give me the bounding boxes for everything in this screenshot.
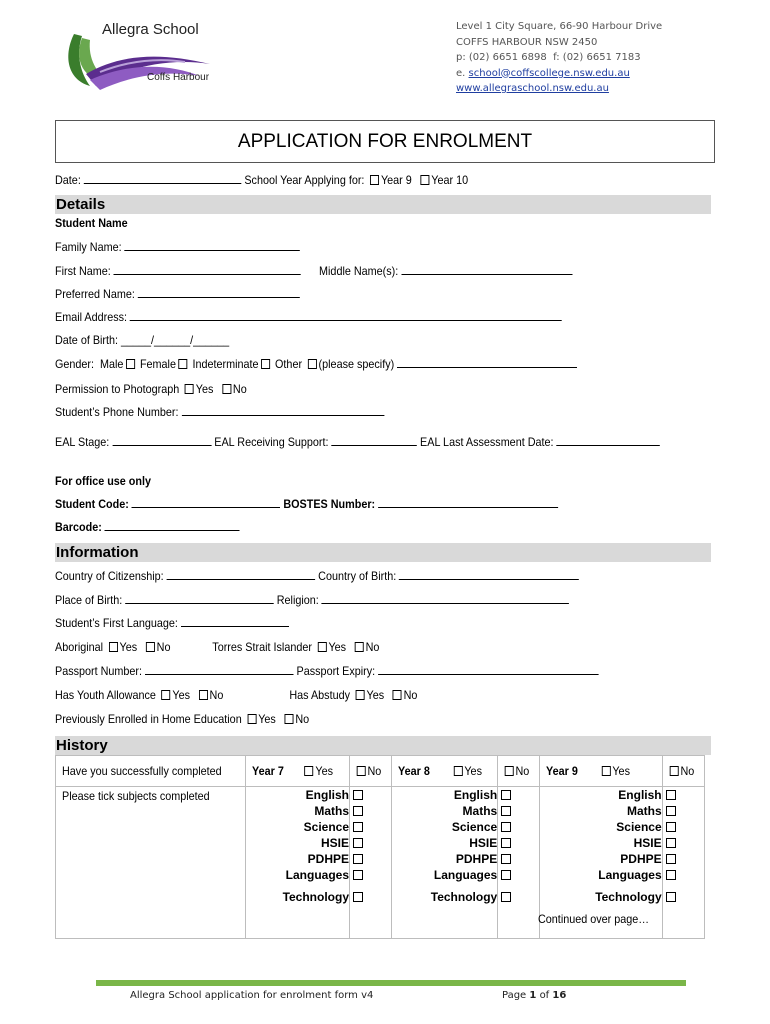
indeterminate-checkbox[interactable] bbox=[261, 359, 270, 369]
citizenship-label: Country of Citizenship: bbox=[55, 569, 164, 583]
details-heading: Details bbox=[55, 195, 711, 214]
year8-no-checkbox[interactable] bbox=[505, 766, 514, 776]
phone-number: (02) 6651 6898 bbox=[468, 52, 547, 63]
email-prefix: e. bbox=[456, 67, 466, 79]
year8-science-checkbox[interactable] bbox=[501, 822, 511, 832]
history-completed-row bbox=[56, 756, 705, 787]
form-title-box bbox=[55, 120, 715, 163]
year9-technology-checkbox[interactable] bbox=[666, 892, 676, 902]
first-name-label: First Name: bbox=[55, 264, 111, 278]
middle-names-field[interactable] bbox=[401, 264, 572, 275]
gender-label: Gender: bbox=[55, 357, 95, 371]
history-subjects-row bbox=[56, 787, 705, 939]
year9-pdhpe-checkbox[interactable] bbox=[666, 854, 676, 864]
year7-subjects bbox=[246, 787, 350, 939]
place-birth-row bbox=[55, 593, 626, 607]
subject-maths: Maths bbox=[462, 804, 498, 818]
year7-maths-checkbox[interactable] bbox=[353, 806, 363, 816]
year7-hsie-checkbox[interactable] bbox=[353, 838, 363, 848]
subject-technology: Technology bbox=[595, 890, 662, 904]
indeterminate-label: Indeterminate bbox=[192, 357, 259, 371]
phone-row bbox=[55, 405, 421, 419]
year10-label: Year 10 bbox=[431, 173, 469, 187]
year7-science-checkbox[interactable] bbox=[353, 822, 363, 832]
male-label: Male bbox=[100, 357, 124, 371]
total-pages: 16 bbox=[552, 990, 567, 1001]
year7-no-checkbox[interactable] bbox=[357, 766, 366, 776]
eal-row bbox=[55, 435, 727, 449]
history-heading: History bbox=[55, 736, 711, 755]
year9-science-checkbox[interactable] bbox=[666, 822, 676, 832]
year9-yes-checkbox[interactable] bbox=[602, 766, 611, 776]
year9-subject-ticks bbox=[662, 787, 704, 939]
male-checkbox[interactable] bbox=[126, 359, 135, 369]
torres-label: Torres Strait Islander bbox=[212, 640, 312, 654]
year9-cell bbox=[540, 756, 662, 787]
email-label: Email Address: bbox=[55, 310, 128, 324]
family-name-label: Family Name: bbox=[55, 240, 122, 254]
subject-hsie: HSIE bbox=[321, 836, 350, 850]
family-name-field[interactable] bbox=[125, 240, 300, 251]
email-row bbox=[55, 310, 618, 324]
year8-hsie-checkbox[interactable] bbox=[501, 838, 511, 848]
contact-block bbox=[456, 19, 662, 97]
abstudy-yes-label: Yes bbox=[366, 688, 385, 702]
history-table bbox=[55, 755, 705, 939]
email-line bbox=[456, 66, 662, 82]
photo-permission-row bbox=[55, 382, 268, 396]
address-line-1: Level 1 City Square, 66-90 Harbour Drive bbox=[456, 21, 663, 32]
subject-technology: Technology bbox=[282, 890, 350, 904]
abstudy-no-checkbox[interactable] bbox=[393, 690, 402, 700]
barcode-label: Barcode: bbox=[55, 520, 102, 534]
year10-checkbox[interactable] bbox=[420, 175, 429, 185]
middle-names-label: Middle Name(s): bbox=[319, 264, 399, 278]
subject-science: Science bbox=[303, 820, 350, 834]
passport-number-label: Passport Number: bbox=[55, 664, 143, 678]
country-birth-label: Country of Birth: bbox=[318, 569, 397, 583]
aboriginal-row bbox=[55, 640, 415, 654]
youth-allowance-label: Has Youth Allowance bbox=[55, 688, 156, 702]
place-birth-label: Place of Birth: bbox=[55, 593, 123, 607]
gender-specify-field[interactable] bbox=[397, 357, 577, 368]
year8-yes-label: Yes bbox=[464, 764, 482, 778]
subjects-question: Please tick subjects completed bbox=[56, 787, 246, 939]
year9-label: Year 9 bbox=[546, 764, 579, 778]
bostes-field[interactable] bbox=[378, 497, 558, 508]
phone-prefix: p: bbox=[456, 52, 466, 63]
aboriginal-yes-label: Yes bbox=[119, 640, 138, 654]
youth-no-label: No bbox=[209, 688, 224, 702]
current-page: 1 bbox=[529, 990, 537, 1001]
year8-english-checkbox[interactable] bbox=[501, 790, 511, 800]
home-yes-checkbox[interactable] bbox=[247, 714, 256, 724]
year7-pdhpe-checkbox[interactable] bbox=[353, 854, 363, 864]
fax-number: (02) 6651 7183 bbox=[562, 52, 641, 63]
student-code-field[interactable] bbox=[132, 497, 281, 508]
year9-no-cell bbox=[662, 756, 704, 787]
allowance-row bbox=[55, 688, 458, 702]
year9-checkbox[interactable] bbox=[370, 175, 379, 185]
subject-pdhpe: PDHPE bbox=[620, 852, 662, 866]
year7-english-checkbox[interactable] bbox=[353, 790, 363, 800]
footer-text bbox=[130, 990, 373, 1001]
religion-label: Religion: bbox=[276, 593, 319, 607]
female-label: Female bbox=[139, 357, 176, 371]
year8-no-label: No bbox=[515, 764, 530, 778]
eal-support-label: EAL Receiving Support: bbox=[214, 435, 329, 449]
abstudy-no-label: No bbox=[403, 688, 418, 702]
year7-languages-checkbox[interactable] bbox=[353, 870, 363, 880]
school-logo bbox=[60, 14, 240, 94]
year8-cell bbox=[391, 756, 498, 787]
passport-row bbox=[55, 664, 659, 678]
youth-no-checkbox[interactable] bbox=[199, 690, 208, 700]
other-label: Other bbox=[275, 357, 303, 371]
completed-question: Have you successfully completed bbox=[56, 756, 246, 787]
other-checkbox[interactable] bbox=[308, 359, 317, 369]
year9-label: Year 9 bbox=[380, 173, 412, 187]
home-education-row bbox=[55, 712, 337, 726]
barcode-row bbox=[55, 520, 260, 534]
eal-support-field[interactable] bbox=[332, 435, 418, 446]
year8-pdhpe-checkbox[interactable] bbox=[501, 854, 511, 864]
year7-technology-checkbox[interactable] bbox=[353, 892, 363, 902]
student-code-label: Student Code: bbox=[55, 497, 129, 511]
year9-english-checkbox[interactable] bbox=[666, 790, 676, 800]
aboriginal-no-label: No bbox=[156, 640, 171, 654]
year7-cell bbox=[246, 756, 350, 787]
citizenship-field[interactable] bbox=[167, 569, 316, 580]
subject-languages: Languages bbox=[598, 868, 662, 882]
subject-languages: Languages bbox=[285, 868, 350, 882]
youth-yes-label: Yes bbox=[172, 688, 191, 702]
torres-yes-label: Yes bbox=[328, 640, 347, 654]
passport-number-field[interactable] bbox=[145, 664, 294, 675]
website-link[interactable]: www.allegraschool.nsw.edu.au bbox=[456, 83, 609, 94]
office-use-heading: For office use only bbox=[55, 474, 152, 488]
email-field[interactable] bbox=[130, 310, 562, 321]
subject-science: Science bbox=[451, 820, 498, 834]
student-code-row bbox=[55, 497, 614, 511]
information-heading: Information bbox=[55, 543, 711, 562]
torres-yes-checkbox[interactable] bbox=[318, 642, 327, 652]
year8-technology-checkbox[interactable] bbox=[501, 892, 511, 902]
student-name-heading: Student Name bbox=[55, 216, 128, 230]
year7-subject-ticks bbox=[350, 787, 392, 939]
footer-form-version: Allegra School application for enrolment form v4 bbox=[130, 990, 374, 1001]
abstudy-yes-checkbox[interactable] bbox=[356, 690, 365, 700]
year9-hsie-checkbox[interactable] bbox=[666, 838, 676, 848]
email-link[interactable]: school@coffscollege.nsw.edu.au bbox=[468, 67, 630, 79]
year8-subjects bbox=[391, 787, 498, 939]
phone-label: Student’s Phone Number: bbox=[55, 405, 179, 419]
home-no-checkbox[interactable] bbox=[285, 714, 294, 724]
fax-prefix: f: bbox=[553, 52, 560, 63]
subject-maths: Maths bbox=[314, 804, 350, 818]
page-number bbox=[502, 990, 566, 1001]
first-name-row bbox=[55, 264, 630, 278]
subject-english: English bbox=[618, 788, 662, 802]
eal-assessment-field[interactable] bbox=[557, 435, 660, 446]
year9-yes-label: Yes bbox=[612, 764, 631, 778]
year7-label: Year 7 bbox=[252, 764, 285, 778]
dob-row bbox=[55, 333, 249, 347]
preferred-name-label: Preferred Name: bbox=[55, 287, 135, 301]
country-birth-field[interactable] bbox=[399, 569, 579, 580]
preferred-name-field[interactable] bbox=[138, 287, 300, 298]
passport-expiry-field[interactable] bbox=[378, 664, 599, 675]
subject-maths: Maths bbox=[626, 804, 662, 818]
first-language-field[interactable] bbox=[181, 616, 289, 627]
footer-bar bbox=[96, 980, 686, 986]
place-birth-field[interactable] bbox=[125, 593, 274, 604]
torres-no-label: No bbox=[365, 640, 380, 654]
photo-permission-label: Permission to Photograph bbox=[55, 382, 180, 396]
phone-field[interactable] bbox=[181, 405, 384, 416]
eal-stage-field[interactable] bbox=[112, 435, 211, 446]
first-language-label: Student’s First Language: bbox=[55, 616, 178, 630]
subject-pdhpe: PDHPE bbox=[455, 852, 498, 866]
year8-yes-checkbox[interactable] bbox=[453, 766, 462, 776]
subject-languages: Languages bbox=[433, 868, 498, 882]
gender-row bbox=[55, 357, 635, 371]
citizenship-row bbox=[55, 569, 637, 583]
eal-stage-label: EAL Stage: bbox=[55, 435, 110, 449]
passport-expiry-label: Passport Expiry: bbox=[296, 664, 376, 678]
home-no-label: No bbox=[295, 712, 310, 726]
year7-no-label: No bbox=[367, 764, 382, 778]
abstudy-label: Has Abstudy bbox=[289, 688, 350, 702]
year8-label: Year 8 bbox=[397, 764, 430, 778]
youth-yes-checkbox[interactable] bbox=[162, 690, 171, 700]
please-specify-label: (please specify) bbox=[318, 357, 395, 371]
subject-hsie: HSIE bbox=[633, 836, 662, 850]
religion-field[interactable] bbox=[322, 593, 570, 604]
first-name-field[interactable] bbox=[114, 264, 301, 275]
year8-languages-checkbox[interactable] bbox=[501, 870, 511, 880]
year8-subject-ticks bbox=[498, 787, 540, 939]
female-checkbox[interactable] bbox=[179, 359, 188, 369]
phone-fax-line bbox=[456, 50, 662, 66]
year8-no-cell bbox=[498, 756, 540, 787]
aboriginal-label: Aboriginal bbox=[55, 640, 104, 654]
home-education-label: Previously Enrolled in Home Education bbox=[55, 712, 242, 726]
of-word: of bbox=[539, 990, 550, 1001]
year-applying-label: School Year Applying for: bbox=[244, 173, 365, 187]
eal-assessment-label: EAL Last Assessment Date: bbox=[420, 435, 554, 449]
photo-no-label: No bbox=[232, 382, 247, 396]
date-label: Date: bbox=[55, 173, 81, 187]
preferred-name-row bbox=[55, 287, 327, 301]
home-yes-label: Yes bbox=[258, 712, 276, 726]
year7-yes-label: Yes bbox=[315, 764, 334, 778]
year9-maths-checkbox[interactable] bbox=[666, 806, 676, 816]
date-field[interactable] bbox=[84, 173, 242, 184]
photo-yes-checkbox[interactable] bbox=[185, 384, 194, 394]
address-line-2: COFFS HARBOUR NSW 2450 bbox=[456, 36, 598, 48]
date-row bbox=[55, 173, 514, 187]
continued-note: Continued over page… bbox=[538, 912, 650, 926]
page-word: Page bbox=[502, 990, 527, 1001]
form-title: APPLICATION FOR ENROLMENT bbox=[237, 131, 533, 152]
photo-yes-label: Yes bbox=[195, 382, 214, 396]
year7-no-cell bbox=[350, 756, 392, 787]
year9-subjects bbox=[540, 787, 662, 939]
year8-maths-checkbox[interactable] bbox=[501, 806, 511, 816]
year7-yes-checkbox[interactable] bbox=[305, 766, 314, 776]
first-language-row bbox=[55, 616, 315, 630]
bostes-label: BOSTES Number: bbox=[283, 497, 376, 511]
photo-no-checkbox[interactable] bbox=[222, 384, 231, 394]
subject-hsie: HSIE bbox=[469, 836, 498, 850]
subject-science: Science bbox=[616, 820, 662, 834]
subject-pdhpe: PDHPE bbox=[307, 852, 350, 866]
logo-campus-name: Coffs Harbour bbox=[147, 72, 210, 83]
torres-no-checkbox[interactable] bbox=[355, 642, 364, 652]
subject-technology: Technology bbox=[430, 890, 498, 904]
year9-no-checkbox[interactable] bbox=[669, 766, 678, 776]
subject-english: English bbox=[305, 788, 350, 802]
family-name-row bbox=[55, 240, 327, 254]
dob-field[interactable]: Date of Birth: _____/______/______ bbox=[55, 333, 230, 347]
barcode-field[interactable] bbox=[105, 520, 240, 531]
subject-english: English bbox=[453, 788, 498, 802]
logo-school-name: Allegra School bbox=[102, 21, 199, 38]
year9-languages-checkbox[interactable] bbox=[666, 870, 676, 880]
aboriginal-no-checkbox[interactable] bbox=[146, 642, 155, 652]
year9-no-label: No bbox=[680, 764, 694, 778]
aboriginal-yes-checkbox[interactable] bbox=[109, 642, 118, 652]
